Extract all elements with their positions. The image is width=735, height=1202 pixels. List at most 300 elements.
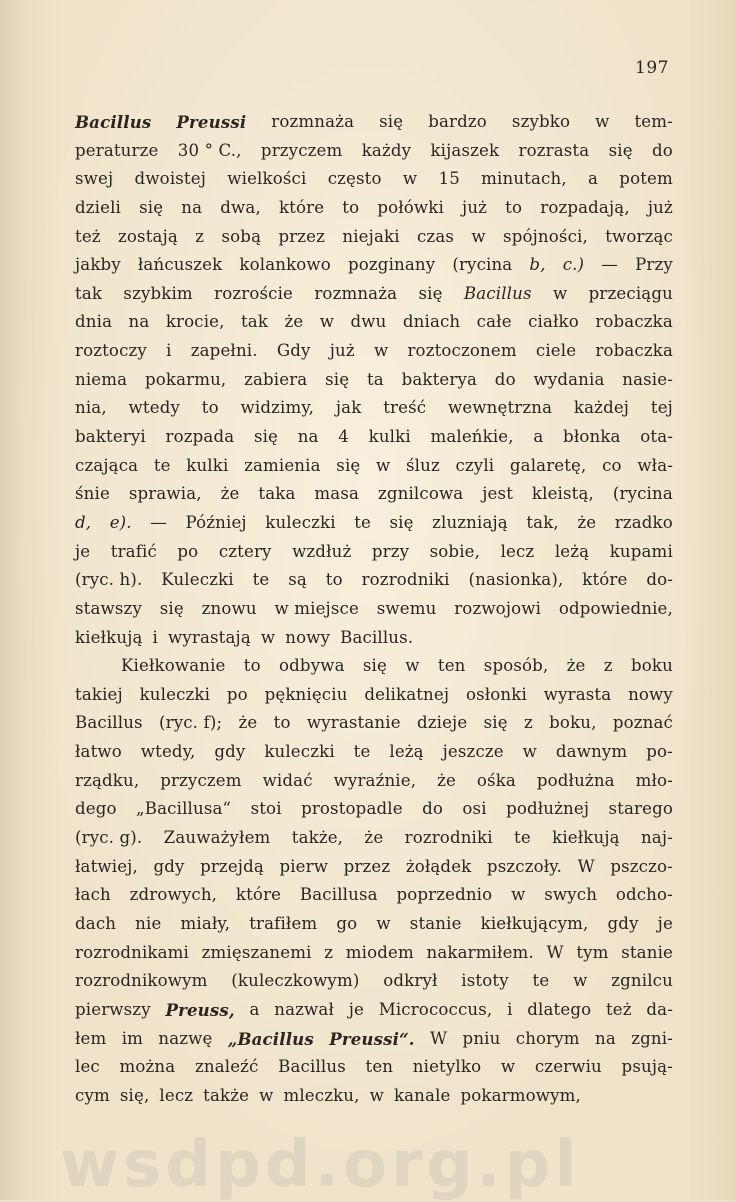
word: te [514, 828, 531, 848]
word: stawszy [75, 598, 142, 618]
text-line [75, 681, 673, 710]
word: rozwojowi [454, 598, 542, 618]
word: odbywa [279, 656, 345, 676]
word: c.) [562, 255, 585, 275]
word: widać [262, 770, 313, 790]
word: nazwę [158, 1028, 213, 1048]
word: pęknięciu [264, 684, 348, 704]
word: „Bacillusa“ [136, 799, 232, 819]
word: gdy [214, 742, 246, 762]
word: wyraźnie, [333, 770, 417, 790]
text-line [75, 595, 673, 624]
word: (rycina [452, 255, 513, 275]
word: pokarmowym, [460, 1085, 581, 1105]
word: to [342, 197, 360, 217]
word: ta [366, 369, 384, 389]
word: odkrył [383, 971, 438, 991]
word: wewnętrzna [447, 398, 553, 418]
text-line [75, 1053, 673, 1082]
word: istoty [461, 971, 509, 991]
word: że [566, 656, 586, 676]
word: te [153, 455, 171, 475]
text-line [75, 223, 673, 252]
word: dwa, [220, 197, 261, 217]
word: w [260, 627, 276, 647]
text-line [75, 251, 673, 280]
word: kijaszek [430, 140, 500, 160]
word: sprawia, [128, 484, 202, 504]
word: w [552, 283, 568, 303]
word: czająca [75, 455, 139, 475]
word: się [159, 598, 184, 618]
word: lecz [500, 541, 535, 561]
word: i [152, 627, 159, 647]
word: cym [75, 1085, 110, 1105]
word: kiełkują [75, 627, 143, 647]
word: minutach, [481, 169, 567, 189]
word: Później [185, 512, 247, 532]
word: (kuleczkowym) [231, 971, 360, 991]
word: pozginany [348, 255, 436, 275]
word: czyli [455, 455, 495, 475]
word: te [353, 742, 371, 762]
word: rozmnaża [314, 283, 398, 303]
word: się, [119, 1085, 150, 1105]
word: masa [314, 484, 360, 504]
text-line [75, 1025, 673, 1054]
word: nowy [628, 684, 673, 704]
word: przeciągu [588, 283, 673, 303]
word: swej [75, 169, 114, 189]
word: pokarmu, [144, 369, 227, 389]
word: dwoistej [134, 169, 207, 189]
word: do- [646, 570, 673, 590]
word: sobie, [429, 541, 481, 561]
text-line [75, 423, 673, 452]
word: tej [650, 398, 673, 418]
word: są [288, 570, 307, 590]
word: zgnilcu [611, 971, 673, 991]
text-line [75, 767, 673, 796]
word: z [195, 226, 205, 246]
word: gdy [153, 856, 185, 876]
word: „Bacillus [227, 1028, 314, 1049]
word: boku, [549, 713, 597, 733]
text-line [75, 967, 673, 996]
word: (ryc. h). [75, 570, 143, 590]
word: b, [529, 255, 546, 275]
text-line [75, 165, 673, 194]
word: go [336, 913, 358, 933]
word: krocie, [165, 312, 225, 332]
word: im [121, 1028, 144, 1048]
word: zostają [118, 226, 178, 246]
word: delikatnej [364, 684, 450, 704]
word: W [577, 856, 595, 876]
word: je [657, 913, 673, 933]
text-line [75, 194, 673, 223]
word: błonka [563, 427, 621, 447]
word: łem [75, 1028, 107, 1048]
word: pierwszy [75, 999, 151, 1019]
word: w [511, 885, 526, 905]
text-line [75, 881, 673, 910]
word: kuleczki [265, 512, 336, 532]
word: osi [462, 799, 487, 819]
word: które [278, 197, 325, 217]
word: dach [75, 913, 117, 933]
word: da- [646, 999, 673, 1019]
word: kuleczki [139, 684, 211, 704]
text-line [75, 308, 673, 337]
word: Bacillus. [340, 627, 414, 647]
word: dawnym [555, 742, 628, 762]
text-line [75, 795, 673, 824]
word: te [354, 512, 371, 532]
word: łatwo [75, 742, 122, 762]
word: ota- [640, 427, 673, 447]
word: tak [75, 283, 103, 303]
word: rzadko [614, 512, 673, 532]
word: lecz [159, 1085, 194, 1105]
word: zluzniają [432, 512, 508, 532]
word: pszczoły. [486, 856, 563, 876]
word: a [249, 999, 260, 1019]
text-line [75, 480, 673, 509]
word: po [177, 541, 199, 561]
word: z [324, 942, 334, 962]
word: że [220, 484, 240, 504]
word: chorym [515, 1028, 580, 1048]
text-line [75, 1082, 673, 1111]
word: odcho- [615, 885, 673, 905]
word: już [462, 197, 488, 217]
word: znaleźć [194, 1057, 259, 1077]
word: kiełkują [552, 828, 620, 848]
word: kuleczki [264, 742, 335, 762]
word: z [603, 656, 613, 676]
text-line [75, 137, 673, 166]
word: sposób, [483, 656, 549, 676]
word: całe [476, 312, 512, 332]
word: co [602, 455, 622, 475]
word: miały, [180, 913, 231, 933]
word: 15 [438, 169, 460, 189]
word: też [75, 226, 101, 246]
word: wtedy, [140, 742, 196, 762]
word: swych [544, 885, 598, 905]
word: łach [75, 885, 111, 905]
word: w [259, 1085, 274, 1105]
word: zapełni. [190, 341, 258, 361]
word: się [325, 369, 350, 389]
word: leżą [389, 742, 424, 762]
word: ciałko [528, 312, 579, 332]
word: wyrasta [543, 684, 612, 704]
word: osłonki [465, 684, 527, 704]
word: (ryc. f); [159, 713, 223, 733]
word: na [297, 427, 319, 447]
word: nowy [285, 627, 331, 647]
word: do [494, 369, 516, 389]
word: w [522, 742, 538, 762]
word: się [608, 140, 633, 160]
word: sobą [221, 226, 262, 246]
word: śluz [405, 455, 440, 475]
word: roztoczonem [407, 341, 517, 361]
word: się [336, 455, 361, 475]
word: boku [630, 656, 673, 676]
word: wydania [533, 369, 605, 389]
word: nasie- [622, 369, 673, 389]
word: Kiełkowanie [121, 656, 226, 676]
word: w [376, 455, 391, 475]
word: trafiłem [249, 913, 318, 933]
word: nakarmiłem. [426, 942, 534, 962]
word: peraturze [75, 140, 159, 160]
word: dnia [75, 312, 113, 332]
word: przyczem [160, 770, 242, 790]
word: — [150, 512, 167, 532]
word: rozroście [214, 283, 294, 303]
word: trafić [110, 541, 157, 561]
word: w [500, 1057, 516, 1077]
word: 30 ° C., [177, 140, 242, 160]
word: łatwiej, [75, 856, 138, 876]
word: W [430, 1028, 448, 1048]
word: psują- [621, 1057, 673, 1077]
word: je [348, 999, 364, 1019]
word: już [329, 341, 355, 361]
word: kulki [368, 427, 411, 447]
word: rozrasta [518, 140, 590, 160]
word: niejaki [342, 226, 400, 246]
text-line [75, 366, 673, 395]
word: roztoczy [75, 341, 147, 361]
word: mło- [635, 770, 673, 790]
word: się [418, 283, 443, 303]
word: jest [482, 484, 514, 504]
word: cztery [218, 541, 272, 561]
word: W [546, 942, 564, 962]
word: jakby [75, 255, 121, 275]
word: (rycina [612, 484, 673, 504]
word: robaczka [595, 312, 673, 332]
word: mleczku, [283, 1085, 360, 1105]
word: jeszcze [442, 742, 504, 762]
text-line [75, 624, 673, 653]
word: to [325, 570, 343, 590]
word: zmięszanemi [201, 942, 312, 962]
word: rozpadają, [540, 197, 630, 217]
word: po [226, 684, 248, 704]
word: pniu [462, 1028, 501, 1048]
word: przez [278, 226, 326, 246]
word: Bacillusa [299, 885, 378, 905]
word: to [505, 197, 523, 217]
word: te [252, 570, 270, 590]
word: tworząc [605, 226, 673, 246]
word: w [573, 971, 588, 991]
word: Zauważyłem [163, 828, 271, 848]
word: Gdy [276, 341, 311, 361]
word: w [471, 226, 486, 246]
word: bakterya [401, 369, 478, 389]
word: galaretę, [509, 455, 587, 475]
word: kanale [393, 1085, 451, 1105]
word: też [605, 999, 632, 1019]
word: łańcuszek [137, 255, 223, 275]
text-line [75, 394, 673, 423]
word: rozrodnikowym [75, 971, 208, 991]
text-line [75, 509, 673, 538]
word: pszczo- [610, 856, 673, 876]
word: Preuss, [165, 999, 235, 1020]
page-number: 197 [635, 58, 669, 78]
word: pierw [279, 856, 329, 876]
word: się [379, 112, 404, 131]
word: podłużnej [506, 799, 590, 819]
word: żołądek [405, 856, 472, 876]
word: wyrastanie [306, 713, 401, 733]
word: stoi [250, 799, 282, 819]
word: podłużna [536, 770, 615, 790]
word: że [577, 512, 597, 532]
word: to [243, 656, 261, 676]
word: odpowiednie, [558, 598, 673, 618]
word: także, [291, 828, 344, 848]
word: stanie [409, 913, 462, 933]
word: rozpada [165, 427, 235, 447]
word: rozmnaża [271, 112, 355, 131]
word: tym [576, 942, 609, 962]
word: dwu [350, 312, 387, 332]
word: spójności, [503, 226, 588, 246]
word: dzieje [416, 713, 468, 733]
word: d, [75, 512, 92, 532]
word: wtedy [128, 398, 180, 418]
word: często [327, 169, 382, 189]
word: 4 [338, 427, 349, 447]
word: w [369, 1085, 384, 1105]
word: także [203, 1085, 250, 1105]
text-line [75, 824, 673, 853]
word: naj- [640, 828, 673, 848]
word: bardzo [428, 112, 487, 131]
word: treść [383, 398, 427, 418]
word: w [402, 169, 418, 189]
word: każdej [573, 398, 630, 418]
word: tem- [634, 112, 673, 131]
word: że [364, 828, 384, 848]
word: ośka [476, 770, 516, 790]
text-line [75, 280, 673, 309]
word: w [595, 112, 610, 131]
word: te [532, 971, 550, 991]
word: dniach [402, 312, 461, 332]
word: widzimy, [240, 398, 315, 418]
word: miodem [345, 942, 414, 962]
word: które [582, 570, 628, 590]
word: z [523, 713, 533, 733]
word: można [119, 1057, 176, 1077]
word: połówki [377, 197, 444, 217]
word: w miejsce [274, 598, 359, 618]
word: się [253, 427, 279, 447]
word: kulki [186, 455, 229, 475]
body-text [75, 108, 673, 1110]
word: stanie [621, 942, 673, 962]
word: Preussi [176, 112, 247, 132]
word: kolankowo [239, 255, 331, 275]
word: to [201, 398, 219, 418]
word: przez [343, 856, 391, 876]
word: Bacillus [75, 713, 143, 733]
word: (nasionka), [468, 570, 564, 590]
word: Kuleczki [161, 570, 234, 590]
word: się [362, 656, 387, 676]
word: się [389, 512, 414, 532]
word: na [595, 1028, 616, 1048]
word: bakteryi [75, 427, 146, 447]
word: rozrodniki [361, 570, 450, 590]
text-line [75, 566, 673, 595]
word: jak [335, 398, 362, 418]
word: które [235, 885, 282, 905]
word: wyrastają [168, 627, 251, 647]
text-line [75, 939, 673, 968]
word: się [139, 197, 164, 217]
word: leżą [554, 541, 590, 561]
word: a [533, 427, 544, 447]
text-line [75, 910, 673, 939]
watermark: wsdpd.org.pl [60, 1128, 581, 1202]
word: zamienia [244, 455, 321, 475]
word: ten [365, 1057, 394, 1077]
word: kupami [609, 541, 673, 561]
word: Preussi“. [329, 1028, 415, 1049]
word: kiełkującym, [480, 913, 589, 933]
word: starego [608, 799, 673, 819]
word: Bacillus [278, 1057, 346, 1077]
word: zdrowych, [129, 885, 218, 905]
word: ciele [535, 341, 577, 361]
text-line [75, 996, 673, 1025]
word: maleńkie, [430, 427, 514, 447]
word: w [405, 656, 420, 676]
word: czas [416, 226, 455, 246]
word: że [284, 312, 304, 332]
word: na [181, 197, 203, 217]
word: do [652, 140, 673, 160]
text-line [75, 709, 673, 738]
word: e). [109, 512, 132, 532]
word: się [483, 713, 508, 733]
word: rządku, [75, 770, 140, 790]
word: zgnilcowa [377, 484, 464, 504]
word: taka [258, 484, 296, 504]
word: dzieli [75, 197, 122, 217]
word: w [373, 341, 389, 361]
word: Micrococcus, [378, 999, 493, 1019]
word: nie [135, 913, 162, 933]
word: kleistą, [531, 484, 594, 504]
word: wzdłuż [292, 541, 352, 561]
word: nazwał [274, 999, 334, 1019]
text-line [75, 538, 673, 567]
word: niema [75, 369, 128, 389]
word: przy [371, 541, 410, 561]
